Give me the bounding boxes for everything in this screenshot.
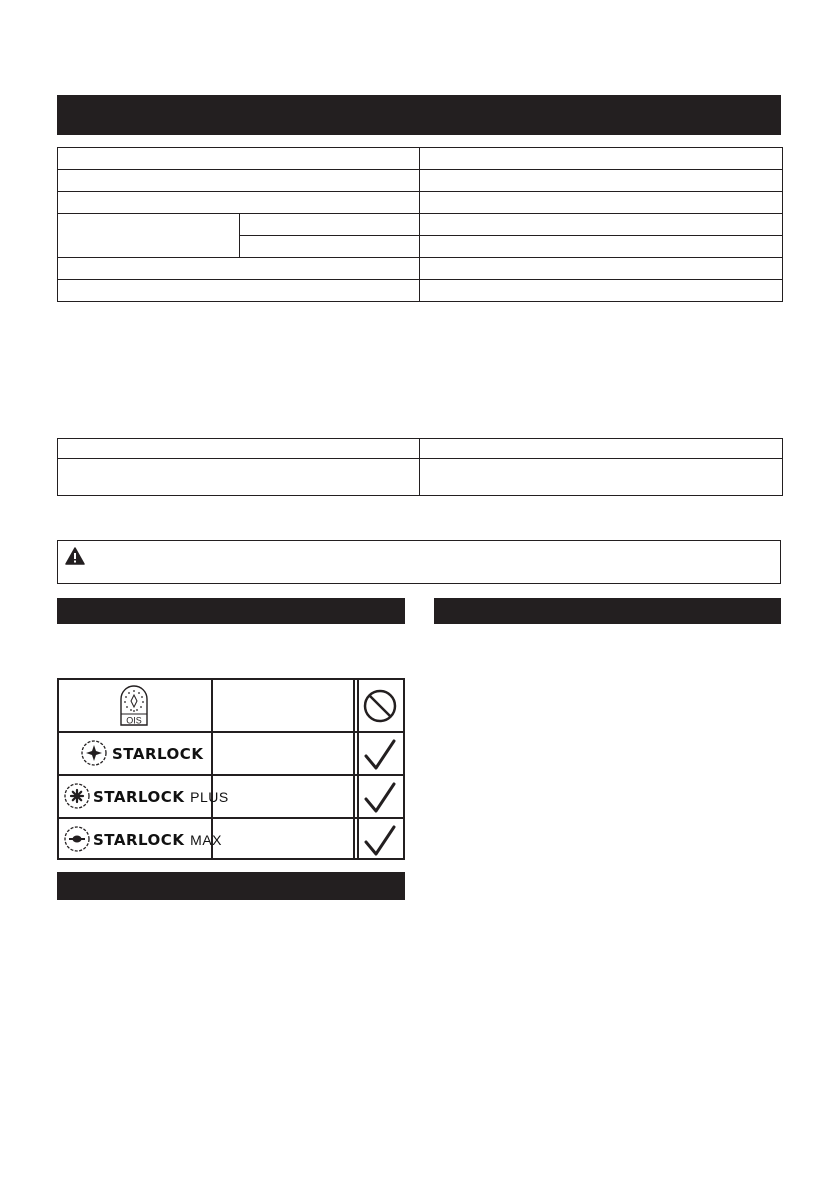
table-cell: [420, 280, 783, 302]
table-row: [58, 439, 783, 459]
table-cell: [420, 214, 783, 236]
accessory-compatibility-table: [57, 678, 405, 860]
starlock-plus-logo-text: [93, 788, 229, 806]
section-header-bar-left: [57, 598, 405, 624]
ois-logo-label: OIS: [126, 715, 142, 726]
table-cell: [420, 148, 783, 170]
table-cell: [58, 280, 420, 302]
table-cell: [58, 439, 420, 459]
specifications-title-bar: [57, 95, 781, 135]
table-cell: [420, 236, 783, 258]
table-row: [58, 280, 783, 302]
table-row: [58, 258, 783, 280]
ois-logo-icon: [119, 685, 149, 727]
compat-row-starlock-plus: [59, 775, 403, 819]
table-cell: [58, 148, 420, 170]
table-cell: [58, 170, 420, 192]
secondary-table: [57, 438, 783, 496]
table-cell: [420, 192, 783, 214]
compat-row-ois: [59, 683, 403, 727]
starlock-max-logo-icon: [62, 824, 92, 854]
starlock-plus-logo-suffix: PLUS: [190, 789, 229, 805]
table-cell: [58, 459, 420, 496]
table-cell: [240, 236, 420, 258]
starlock-plus-logo-icon: [62, 781, 92, 811]
table-row: [58, 148, 783, 170]
table-cell: [58, 258, 420, 280]
starlock-logo-icon: [79, 738, 109, 768]
table-cell: [420, 258, 783, 280]
warning-triangle-icon: [65, 547, 85, 565]
table-row: [58, 459, 783, 496]
specifications-table: [57, 147, 783, 302]
table-cell: [58, 214, 240, 258]
section-header-bar-right: [434, 598, 781, 624]
table-row: [58, 214, 783, 236]
compat-row-starlock: [59, 732, 403, 776]
compat-row-starlock-max: [59, 818, 403, 862]
starlock-max-logo-text: [93, 831, 222, 849]
warning-box: [57, 540, 781, 584]
table-row: [58, 192, 783, 214]
table-cell: [58, 192, 420, 214]
table-cell: [420, 170, 783, 192]
prohibited-icon: [361, 687, 399, 725]
starlock-logo-text: STARLOCK: [112, 745, 204, 763]
check-icon: [361, 822, 399, 860]
table-cell: [420, 439, 783, 459]
section-header-bar-left-lower: [57, 872, 405, 900]
table-cell: [240, 214, 420, 236]
starlock-max-logo-word: STARLOCK: [93, 831, 185, 849]
check-icon: [361, 736, 399, 774]
table-row: [58, 170, 783, 192]
table-cell: [420, 459, 783, 496]
starlock-plus-logo-word: STARLOCK: [93, 788, 185, 806]
check-icon: [361, 779, 399, 817]
starlock-max-logo-suffix: MAX: [190, 832, 223, 848]
